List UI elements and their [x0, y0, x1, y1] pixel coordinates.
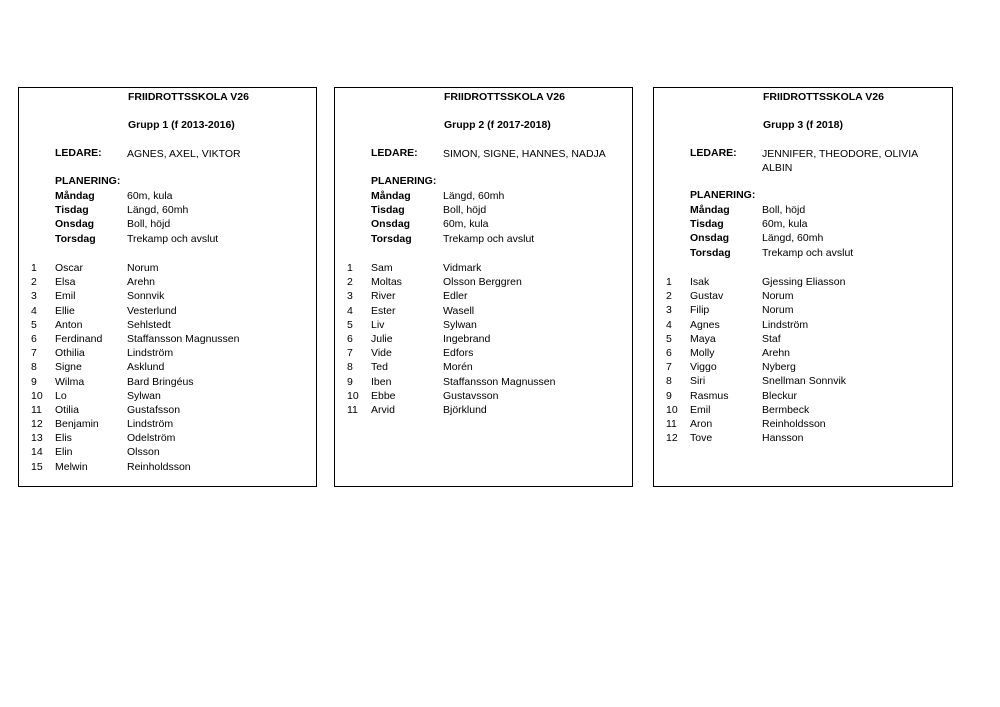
participant-last-name: Asklund: [127, 361, 165, 374]
planning-activity: 60m, kula: [443, 218, 489, 231]
participant-number: 3: [31, 290, 37, 303]
group-card-3: [653, 87, 953, 487]
participant-first-name: Moltas: [371, 276, 402, 289]
participant-row: [654, 374, 952, 388]
participant-last-name: Bermbeck: [762, 403, 810, 416]
participant-first-name: Aron: [690, 417, 713, 430]
participant-last-name: Nyberg: [762, 361, 796, 374]
participant-row: [654, 303, 952, 317]
participant-number: 1: [666, 276, 672, 288]
participant-first-name: Emil: [55, 290, 76, 303]
participant-row: [654, 289, 952, 303]
planning-activity: Längd, 60mh: [443, 190, 505, 202]
participant-first-name: Ellie: [55, 304, 75, 317]
participant-first-name: Othilia: [55, 347, 85, 360]
participant-first-name: Ferdinand: [55, 332, 103, 345]
participant-row: [19, 445, 316, 459]
planning-activity: Trekamp och avslut: [443, 232, 535, 245]
planning-day: Torsdag: [55, 232, 96, 245]
participant-number: 5: [347, 318, 353, 331]
participant-last-name: Sylwan: [443, 318, 477, 331]
participant-first-name: Molly: [690, 346, 715, 359]
participant-row: [335, 289, 632, 303]
participant-first-name: Iben: [371, 375, 392, 388]
participant-number: 11: [666, 417, 677, 430]
planning-day: Tisdag: [55, 204, 89, 217]
participant-last-name: Edler: [443, 290, 468, 303]
participant-last-name: Wasell: [443, 304, 475, 317]
participant-row: [654, 332, 952, 346]
participant-row: [19, 417, 316, 431]
participant-row: [19, 289, 316, 303]
group-heading: Grupp 3 (f 2018): [763, 119, 843, 131]
planning-day: Torsdag: [371, 232, 412, 245]
participant-number: 2: [347, 276, 353, 289]
leaders-value: JENNIFER, THEODORE, OLIVIA ALBIN: [762, 148, 918, 174]
participant-last-name: Hansson: [762, 432, 804, 445]
participant-row: [335, 360, 632, 374]
planning-day: Onsdag: [371, 218, 411, 231]
participant-row: [335, 261, 632, 275]
participant-first-name: Emil: [690, 403, 711, 416]
participant-first-name: Elsa: [55, 276, 76, 289]
participant-first-name: Julie: [371, 332, 393, 345]
participant-number: 12: [666, 432, 678, 445]
participant-number: 2: [31, 276, 37, 289]
group-card-2: [334, 87, 633, 487]
planning-day: Måndag: [55, 190, 95, 202]
participant-number: 10: [666, 403, 678, 416]
participant-row: [654, 346, 952, 360]
participant-first-name: Elin: [55, 446, 73, 459]
group-heading: Grupp 2 (f 2017-2018): [444, 119, 551, 131]
planning-activity: Längd, 60mh: [762, 232, 824, 245]
participant-last-name: Ingebrand: [443, 332, 491, 345]
participant-row: [19, 360, 316, 374]
participant-first-name: Ted: [371, 361, 388, 374]
participant-row: [19, 318, 316, 332]
planning-day: Måndag: [690, 204, 730, 216]
participant-row: [19, 389, 316, 403]
participant-last-name: Edfors: [443, 347, 474, 360]
planning-activity: Trekamp och avslut: [127, 232, 219, 245]
participant-last-name: Norum: [127, 262, 159, 274]
participant-row: [19, 403, 316, 417]
participant-row: [654, 417, 952, 431]
planning-activity: Boll, höjd: [127, 218, 171, 231]
participant-last-name: Norum: [762, 290, 794, 303]
participant-number: 11: [347, 403, 358, 416]
participant-first-name: Tove: [690, 432, 713, 445]
planning-row: [335, 203, 632, 217]
participant-number: 12: [31, 418, 43, 431]
participant-last-name: Gustafsson: [127, 403, 181, 416]
participant-list: [19, 261, 316, 474]
participant-first-name: Lo: [55, 389, 67, 402]
participant-last-name: Sonnvik: [127, 290, 165, 303]
participant-row: [335, 318, 632, 332]
participant-number: 4: [347, 304, 353, 317]
participant-last-name: Björklund: [443, 403, 487, 416]
participant-row: [335, 275, 632, 289]
leaders-value: SIMON, SIGNE, HANNES, NADJA: [443, 148, 606, 160]
participant-last-name: Lindström: [127, 347, 174, 360]
participant-row: [335, 375, 632, 389]
participant-first-name: Oscar: [55, 262, 84, 274]
participant-first-name: Otilia: [55, 403, 79, 416]
planning-activity: Boll, höjd: [443, 204, 487, 217]
participant-number: 6: [666, 346, 672, 359]
participant-last-name: Arehn: [762, 346, 791, 359]
participant-last-name: Odelström: [127, 432, 176, 445]
planning-day: Måndag: [371, 190, 411, 202]
planning-day: Tisdag: [371, 204, 405, 217]
participant-number: 4: [31, 304, 37, 317]
leaders-label: LEDARE:: [55, 147, 102, 159]
planning-list: [335, 189, 632, 246]
participant-row: [654, 360, 952, 374]
participant-number: 15: [31, 460, 43, 473]
planning-list: [654, 203, 952, 260]
participant-first-name: Rasmus: [690, 389, 729, 402]
participant-last-name: Vesterlund: [127, 304, 177, 317]
planning-row: [19, 217, 316, 231]
planning-row: [19, 232, 316, 246]
participant-number: 9: [31, 375, 37, 388]
card-title: FRIIDROTTSSKOLA V26: [444, 91, 565, 103]
participant-last-name: Bleckur: [762, 389, 798, 402]
participant-number: 6: [347, 332, 353, 345]
participant-last-name: Olsson: [127, 446, 160, 459]
participant-row: [19, 275, 316, 289]
participant-last-name: Snellman Sonnvik: [762, 375, 847, 388]
participant-number: 4: [666, 318, 672, 331]
participant-row: [335, 389, 632, 403]
participant-number: 3: [347, 290, 353, 303]
participant-row: [19, 304, 316, 318]
participant-first-name: Gustav: [690, 290, 724, 303]
participant-row: [654, 275, 952, 289]
participant-list: [654, 275, 952, 445]
group-card-1: [18, 87, 317, 487]
participant-first-name: Vide: [371, 347, 392, 360]
participant-first-name: Ester: [371, 304, 396, 317]
participant-number: 1: [31, 262, 37, 274]
participant-first-name: Siri: [690, 375, 706, 388]
planning-label: PLANERING:: [371, 175, 437, 187]
leaders-value: AGNES, AXEL, VIKTOR: [127, 148, 241, 160]
participant-number: 10: [347, 389, 359, 402]
planning-day: Torsdag: [690, 246, 731, 259]
participant-last-name: Morén: [443, 361, 473, 374]
participant-number: 5: [31, 318, 37, 331]
planning-row: [654, 217, 952, 231]
planning-activity: 60m, kula: [762, 218, 808, 231]
participant-row: [19, 346, 316, 360]
participant-last-name: Staffansson Magnussen: [443, 375, 556, 388]
participant-list: [335, 261, 632, 417]
planning-day: Onsdag: [690, 232, 730, 245]
card-title: FRIIDROTTSSKOLA V26: [128, 91, 249, 103]
participant-first-name: Benjamin: [55, 418, 99, 431]
participant-row: [335, 332, 632, 346]
participant-number: 1: [347, 262, 353, 274]
group-heading: Grupp 1 (f 2013-2016): [128, 119, 235, 131]
participant-row: [335, 304, 632, 318]
card-title: FRIIDROTTSSKOLA V26: [763, 91, 884, 103]
participant-number: 11: [31, 403, 42, 416]
participant-first-name: Sam: [371, 262, 393, 274]
participant-first-name: Filip: [690, 304, 710, 317]
participant-first-name: River: [371, 290, 396, 303]
participant-number: 13: [31, 432, 43, 445]
participant-row: [654, 318, 952, 332]
planning-row: [654, 246, 952, 260]
participant-row: [335, 346, 632, 360]
participant-last-name: Lindström: [762, 318, 809, 331]
participant-number: 7: [31, 347, 37, 360]
leaders-label: LEDARE:: [371, 147, 418, 159]
participant-first-name: Agnes: [690, 318, 720, 331]
planning-label: PLANERING:: [690, 189, 756, 201]
participant-last-name: Staffansson Magnussen: [127, 332, 240, 345]
participant-first-name: Isak: [690, 276, 710, 288]
participant-last-name: Reinholdsson: [762, 417, 826, 430]
participant-first-name: Elis: [55, 432, 72, 445]
participant-first-name: Maya: [690, 332, 716, 345]
participant-row: [654, 431, 952, 445]
planning-day: Onsdag: [55, 218, 95, 231]
planning-activity: Längd, 60mh: [127, 204, 189, 217]
participant-last-name: Reinholdsson: [127, 460, 191, 473]
participant-last-name: Sehlstedt: [127, 318, 171, 331]
participant-last-name: Gjessing Eliasson: [762, 276, 846, 288]
participant-row: [19, 261, 316, 275]
planning-day: Tisdag: [690, 218, 724, 231]
participant-last-name: Arehn: [127, 276, 156, 289]
planning-activity: Trekamp och avslut: [762, 246, 854, 259]
leaders-label: LEDARE:: [690, 147, 737, 159]
participant-number: 14: [31, 446, 43, 459]
participant-number: 3: [666, 304, 672, 317]
participant-row: [19, 431, 316, 445]
participant-row: [19, 460, 316, 474]
planning-label: PLANERING:: [55, 175, 121, 187]
participant-number: 5: [666, 332, 672, 345]
participant-first-name: Signe: [55, 361, 82, 374]
participant-number: 8: [31, 361, 37, 374]
participant-last-name: Vidmark: [443, 262, 482, 274]
participant-last-name: Lindström: [127, 418, 174, 431]
participant-number: 2: [666, 290, 672, 303]
planning-activity: 60m, kula: [127, 190, 173, 202]
participant-first-name: Melwin: [55, 460, 88, 473]
participant-last-name: Norum: [762, 304, 794, 317]
participant-first-name: Liv: [371, 318, 385, 331]
planning-activity: Boll, höjd: [762, 204, 806, 216]
participant-row: [19, 375, 316, 389]
planning-row: [19, 203, 316, 217]
participant-last-name: Bard Bringéus: [127, 375, 194, 388]
participant-last-name: Sylwan: [127, 389, 161, 402]
participant-last-name: Gustavsson: [443, 389, 499, 402]
participant-number: 6: [31, 332, 37, 345]
participant-number: 10: [31, 389, 43, 402]
participant-row: [335, 403, 632, 417]
participant-row: [654, 403, 952, 417]
participant-number: 9: [347, 375, 353, 388]
planning-row: [654, 203, 952, 217]
participant-first-name: Viggo: [690, 361, 717, 374]
participant-first-name: Anton: [55, 318, 83, 331]
participant-number: 8: [347, 361, 353, 374]
participant-number: 7: [347, 347, 353, 360]
participant-number: 8: [666, 375, 672, 388]
planning-row: [335, 232, 632, 246]
participant-number: 7: [666, 361, 672, 374]
planning-row: [335, 189, 632, 203]
planning-row: [335, 217, 632, 231]
planning-row: [19, 189, 316, 203]
participant-last-name: Olsson Berggren: [443, 276, 522, 289]
participant-first-name: Wilma: [55, 375, 85, 388]
planning-row: [654, 231, 952, 245]
planning-list: [19, 189, 316, 246]
participant-row: [654, 389, 952, 403]
participant-first-name: Arvid: [371, 403, 395, 416]
participant-number: 9: [666, 389, 672, 402]
participant-row: [19, 332, 316, 346]
participant-first-name: Ebbe: [371, 389, 396, 402]
participant-last-name: Staf: [762, 332, 781, 345]
